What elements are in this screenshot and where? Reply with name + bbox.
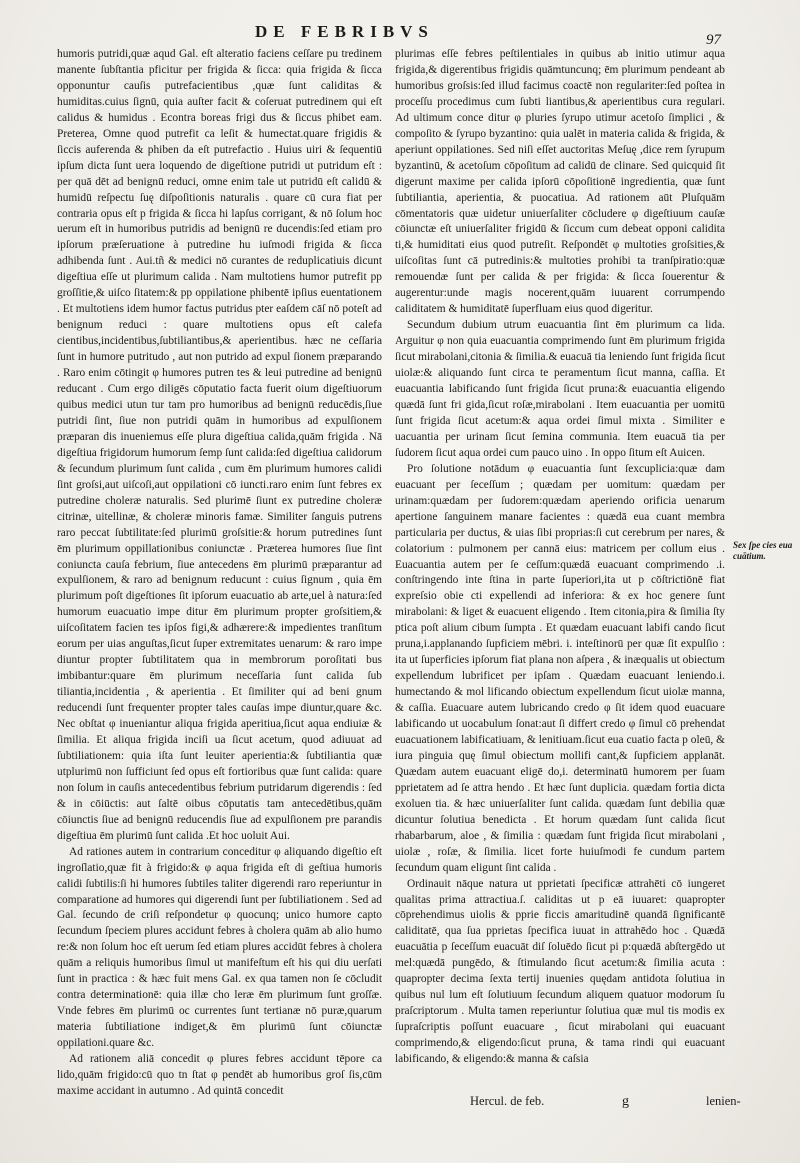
paragraph: Pro ſolutione notādum φ euacuantia ſunt ſexcuplicia:quæ dam euacuant per ſeceſſum ; quædam per uomitum: quædam per urinam:quædam per ſudorem:quædam aperiendo orificia uenarum apertione ſanguinem manare facientes : quædā eua cuant membra particularia per ductus, & uias ſibi proprias:ſi cut cerebrum per nares, & colatorium : pulmonem per cannā eius: matricem per collum eius . Euacuantia autem per ſe ceſſum:quædā euacuant comprimendo .i. conſtringendo inte ſtina in parte ſuperiori,ita ut p cōſtrictiōnē fiat expreſsio obie cti expellendi ad inferiora: & ex hoc genere ſunt mirabolani: & liget & euacuent eligendo . Item citonia,pira & ſimilia ſty ptica poſt alium cibum ſumpta . Et quædam euacuant labifi cando ſicut pruna,i.applanando ſupficiem mēbri. i. inteſtinorū per quæ ſit expulſio : ita ut ſuperficies ipſorum fiat plana non aſpera , & inæqualis ut obiectum expellendum lubrificet per ipſam . Quædam euacuant leniendo.i. humectando & mol lificando obiectum expellendum ſicut uiolæ manna, & caſſia. Euacuare autem lubricando credo φ ſit idem quod euacuare labificando ut uocabulum ſonat:aut ſi differt credo φ ſimul cō prehendat euacuationem labificatiuam, & lenitiuam.ſicut eua cuatio facta p oleū, & iura pinguia quę ſimul obiectum mollifi cant,& ſupficiem applanāt. Quædam autem euacuant eligē do,i. determinatū humorem per ſuam pprietatem ad ſe attra hendo . Et hæc ſunt duplicia. quædam fortia dicta exoluen tia. & hæc uniuerſaliter ſunt calida. quædam ſunt debilia quæ dicuntur ſolutiua benedicta . Et horum quædam ſunt calida ſicut rhabarbarum, aloe , & ſimilia : quædam ſunt frigida ſicut mirabolani , uiolæ , roſæ, & ſimilia. licet forte huiuſmodi fe cundum partem ſecundum quam eligunt ſint calida . <box>395 462 725 874</box>
left-column <box>57 47 382 1097</box>
right-column <box>395 47 725 1087</box>
paragraph: plurimas eſſe febres peſtilentiales in quibus ab initio utimur aqua frigida,& digerentibus frigidis quāmtuncunq; ēm plurimum pendeant ab humoribus groſsis:ſed illud facimus coactē non regulariter:ſed poſtea in proceſſu procedimus cum ſubti liantibus,& aperientibus cura regulari. Ad ultimum conce ditur φ pluries ſyrupo utimur acetoſo ſimplici , & compoſito & ſyrupo byzantino: quia ualēt in materia calida & frigida, & aperiunt oppilationes. Sed niſi eſſet auctoritas Meſuę ,dice rem ſyrupum byzantinū, & acetoſum cōpoſitum ad calidū de clinare. Sed quicquid ſit digerunt maxime per calida ipſorū cōpoſitionē ingredientia, quæ ſunt ſubtiliantia, aperientia, & puocatiua. Ad rationem aūt Pluſquām cōmentatoris quæ uidetur uniuerſaliter cōcludere φ digeſtiuum cauſæ cōiunctæ eſt uniuerſaliter frigidū & ſiccum cum debeat opponi calidita ti,& humiditati eius quod putreſit. Reſpondēt φ multoties groſsities,& uiſcoſitas ſunt cā putredinis:& multoties prohibi ta tranſpiratio:quæ remouendæ ſunt per calida & per frigida: & ſicca ſouerentur & augerentur:unde magis nocerent,quām iuuarent corrumpendo caliditatem & humiditatē ſuperfluam eius quod digeritur. <box>395 48 725 316</box>
paragraph: Ordinauit nāque natura ut pprietati ſpecificæ attrahēti cō iungeret qualitas prima attractiua.ſ. caliditas ut p eā iuuaret: quapropter cōprehendimus uiolis & pprie ficcis amaritudinē quandā ſignificantē caliditatē, qua ſua pprietas ſpecifica iuuat in attrahēdo hoc . Quædā euacuātia p ſeceſſum euacuāt diſ ſoluēdo ſicut pi p:quædā abſtergēdo ut mel:quædā pungēdo, & ſtimulando ſicut acetum:& ſimilia acuta : quapropter decima ſexta tertij inuenies quędam antidota ſolutiua in quibus nul lum eſt ſolutiuum ſecundum aliquem quatuor modorum ſu praſcriptorum . Multa tamen reperiuntur ſolutiua quæ mul tis modis ex ſupraſcriptis poſſunt euacuare , ſicut mirabolani qui euacuant comprimendo,& eligendo:ſicut pruna, & tama rindi qui euacuant labificando, & eligendo:& manna & caſsia <box>395 877 725 1066</box>
footer-title: Hercul. de feb. <box>470 1094 545 1108</box>
margin-note: Sex ſpe cies eua cuātium. <box>733 540 793 561</box>
catchword: lenien- <box>706 1094 741 1108</box>
page-number: 97 <box>706 32 721 48</box>
paragraph: Ad rationes autem in contrarium conceditur φ aliquando digeſtio eſt ingroſlatio,quæ fit à frigido:& φ aqua frigida eſt di geſtiua humoris calidi ſubtilis:ſi hi humores ſubtiles taliter digerendi raro reperiuntur in comparatione ad humores qui digerendi ſunt per ſubtiliationem . Sed ad Gal. ſecundo de criſi reſpondetur φ quocunq; unico humore capto ſecundum ſpeciem plures accidunt febres à cholera quām ab alio humo re:& non ſolum hoc eſt uerum ſed etiam plures accidūt febres à cholera quām a reliquis humoribus ſimul ut manifeſtum eſt his qui diu uerſati ſunt in practica : & hæc fuit mens Gal. ex qua tamen non ſe cōcludit contra determinationē: quia illæ cho leræ ēm plurimum ſunt groſſæ. Vnde febres ēm plurimū oc currentes ſunt tertianæ nō puræ,quarum materia ſubtiliatione indiget,& ēm plurimū ſunt cōiunctæ oppilationi.quare &c. <box>57 845 382 1050</box>
page-footer <box>0 1094 800 1114</box>
paragraph: humoris putridi,quæ aqud Gal. eſt alteratio faciens ceſſare pu tredinem manente ſubſtantia pficitur per frigida & ſicca: quia frigida & ſicca opponuntur cauſis putrefacientibus ,quæ ſunt caliditas & humiditas.cuius ſignū, quia auſter facit & coſeruat putredinem qui eſt calidus & humidus . Econtra boreas frigi dus & ſiccus phibet eam. Preterea, Omne quod putrefit ca leſit & humectat.quare frigidis & ſiccis auferenda & phiben da eſt putrefactio . Huius uiri & ſequentiū ipſum dicta ſunt uera loquendo de digeſtione putridi ut putridum eſt : per quā dēt ad benignū reduci, omne enim tale ut putridū eſt calidū & humidū reſpectu ſuę diſpoſitionis naturalis . quare cū cura fiat per contraria opus eſt p frigida & ſicca hi lapſus corrigant, & nō ſolum hoc uerum eſt in humoribus putridis ad benignū re ducendis:ſed etiam pro ipſorum præſeruatione à putredine hu iuſmodi frigida & ſicca adhibenda ſunt . Aui.tñ & medici nō curantes de reduplicatiuis dicunt digeſtiua eſſe ut plurimum calida . Nam multotiens humor putrefit pp groſſitie,& uiſco ſitatem:& pp oppilatione phibentē ipſius euentationem . Et multotiens idem humor factus putridus pter eaſdem cāſ nō poteſt ad benignum reduci : quare multotiens opus eſt calefa cientibus,incidentibus,ſubtiliantibus,& aperientibus. hæc ne ceſſaria ſunt in humore putritudo , aut non putrido ad expul ſionem præparando . Raro enim cōtingit φ humores putren tes & leui putredine ad benignū reducant . Cum ergo diligēs cōputatio facta fuerit oium digeſtiuorum quibus medici utun tur tam pro humoribus ad benignū reducēdis,ſiue putridi ſint, ſiue non putridi quām in humoribus ad expulſionem præparan dis inueniemus eſſe plura digeſtiua calida,quām frigida . Nā digeſtiua frigidorum humorum ſemp ſunt calida:ſed digeſtiua calidorum & ſecundum plurimum ſunt calida , cum ēm plurimum humores calidi ſint groſsi,aut uiſcoſi,aut oppilationi cō iuncti.raro enim ſunt febres ex putredine choleræ naturalis. Sed plurimē ſiunt ex putredine choleræ citrinæ, uitellinæ, & choleræ minoris famæ. Similiter ſanguis putrens raro peccat ſubtilitate:ſed plurimū groſsitie:& horum putredines ſunt ēm plurimum oppillationibus coniunctæ . Præterea humores ſiue ſint coniuncta cauſa febrium, ſiue antecedens ēm plurimū præparantur ad expulſionem, & raro ad benignum reducunt : cuius ſignum , quia ēm plurimum poſt digeſtiones ſit ipſorum euacuatio ab arte,uel à natura:ſed humorum euacuatio impe ditur ēm plurimum propter groſsitiem,& uiſcoſitatem facien tes ipſos figi,& adhærere:& impedientes tranſitum eorum per uias anguſtas,ſicut ſuper extremitates uenarum: & raro impe diuntur propter ſubtilitatem qua in membrorum poroſitati bus imbibantur:quare ēm plurimum neceſſaria ſunt calida ſub tiliantia,incidentia , & aperientia . Et ſimiliter qui ad beni gnum reducendi ſunt frequenter propter tales cauſas impe diuntur,quare &c. Nec obſtat φ inueniantur aliqua frigida aperitiua,ſicut aqua endiuiæ & ſimilia. Et aliqua frigida inciſi ua ſicut acetum, quod adiuuat ad ſubtiliationem: quia iſta ſunt leuiter aperientia:& ſubtiliantia quæ utplurimū non ſufficiunt ſed opus eſt fortioribus quæ ſunt calida: quare non ſolum in cauſis antecedentibus febrium putridarum digerendis : ſed & in cōiūctis: aut ſaltē oibus cōputatis tam antecedētibus,quām cōiunctis ſiue ad benignū reducendis ſiue ad expulſionem pre parandis digeſtiua ēm plurimū ſunt calida .Et hoc uoluit Aui. <box>57 48 382 842</box>
paragraph: Ad rationem aliā concedit φ plures febres accidunt tēpore ca lido,quām frigido:cū quo tn ſtat φ pendēt ab humoribus groſ ſis,cūm maxime accidant in autumno . Ad quintā concedit <box>57 1053 382 1097</box>
signature-mark: g <box>622 1094 629 1109</box>
paragraph: Secundum dubium utrum euacuantia ſint ēm plurimum ca lida. Arguitur φ non quia euacuantia comprimendo ſunt ēm plurimum frigida ſicut mirabolani,citonia & ſimilia.& euacuā tia leniendo ſunt frigida ſicut uiolæ:& aliquando ſunt circa te peramentum ſicut manna, caſſia. Et euacuantia labificando ſunt frigida ſicut pruna:& euacuantia eligendo quædā ſunt fri gida,ſicut roſæ,mirabolani . Item euacuantia per uomitū ſunt frigida ſicut acetum:& aqua ordei ſimul mixta . Similiter e uacuantia per urinam ſicut ſemina communia. Item euacuā tia per ſudorem ſicut aqua ordei cum pauco uino . In oppo ſitum eſt Auicen. <box>395 319 725 459</box>
running-head: DE FEBRIBVS <box>255 22 434 41</box>
